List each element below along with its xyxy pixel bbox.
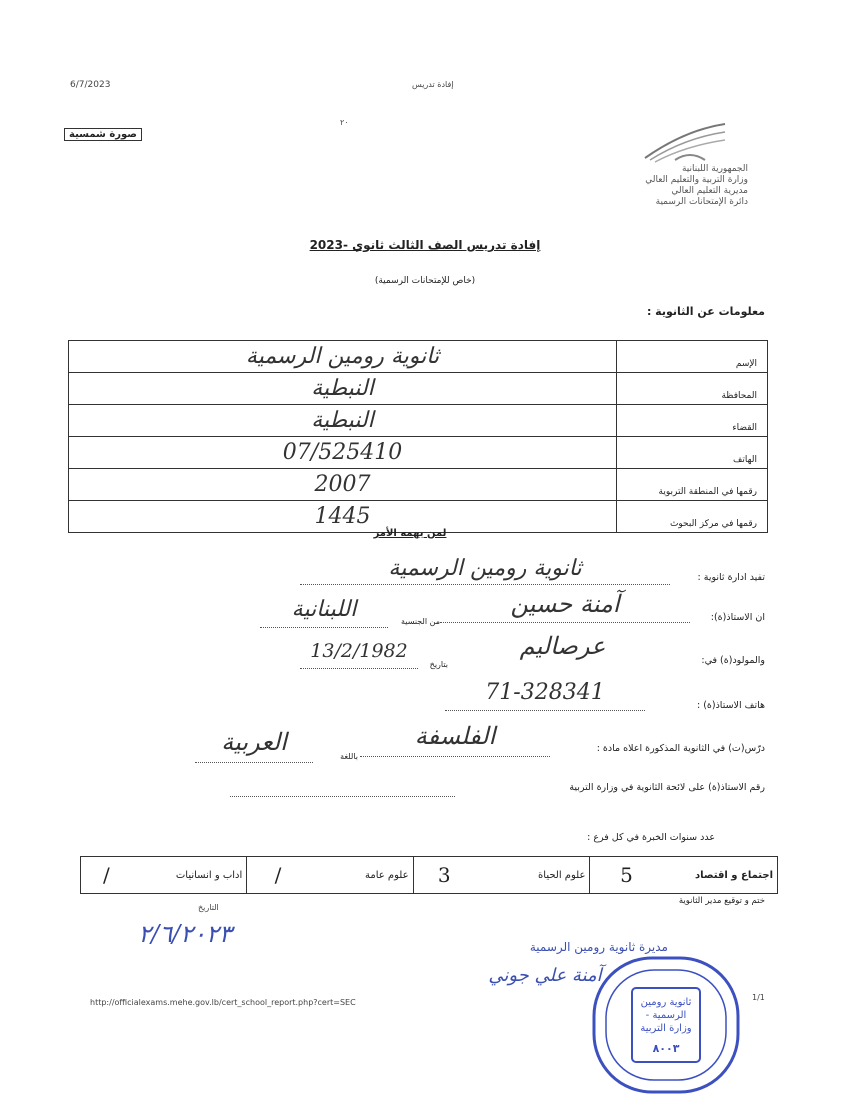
exp-label-general-science: علوم عامة [309, 857, 413, 894]
stamp-number: ٨٠٠٣ [652, 1042, 680, 1055]
district-label: القضاء [617, 405, 768, 437]
table-row [69, 469, 768, 501]
ministry-block [628, 164, 748, 208]
experience-title: عدد سنوات الخبرة في كل فرع : [587, 832, 715, 843]
exp-label-life-science: علوم الحياة [475, 857, 590, 894]
print-title: إفادة تدريس [412, 80, 454, 89]
date-label: التاريخ [198, 903, 219, 912]
born-place: عرصاليم [519, 632, 606, 660]
ministry-line1: الجمهورية اللبنانية [681, 164, 748, 174]
taught-label: درّس(ت) في الثانوية المذكورة اعلاه مادة : [596, 743, 765, 754]
teacher-value: آمنة حسين [440, 590, 690, 623]
ministry-line3: مديرية التعليم العالي [671, 186, 748, 196]
language-value: العربية [195, 728, 313, 763]
registry-label: رقم الاستاذ(ة) على لائحة الثانوية في وزارة التربية [569, 782, 765, 793]
teacher-label: ان الاستاذ(ة): [710, 612, 765, 623]
table-row [69, 405, 768, 437]
doc-title: إفادة تدريس الصف الثالث ثانوي -2023 [309, 238, 541, 252]
exp-value-sociology: 5 [590, 857, 663, 894]
stamp-text: ثانوية رومين الرسمية - وزارة التربية [640, 997, 692, 1034]
phone-value: 07/525410 [69, 437, 617, 469]
exp-value-literature: / [81, 857, 132, 894]
phone-label: الهاتف [617, 437, 768, 469]
date-value: ٢/٦/٢٠٢٣ [138, 920, 232, 948]
director-title: مديرة ثانوية رومين الرسمية [529, 940, 668, 954]
teacher-phone-label: هاتف الاستاذ(ة) : [696, 700, 765, 711]
research-number-value: 1445 [69, 501, 617, 533]
exp-value-general-science: / [247, 857, 309, 894]
exp-label-literature: اداب و انسانيات [132, 857, 247, 894]
born-date: 13/2/1982 [300, 640, 418, 669]
page-mark: ٢٠ [340, 118, 349, 127]
ministry-logo [640, 120, 730, 168]
print-date: 6/7/2023 [70, 80, 111, 90]
governorate-value: النبطية [69, 373, 617, 405]
school-stamp [586, 950, 746, 1100]
nationality-label: من الجنسية [401, 617, 440, 626]
school-info-table [68, 340, 768, 533]
experience-table [80, 856, 778, 894]
ministry-line4: دائرة الإمتحانات الرسمية [655, 197, 748, 207]
teacher-phone-value: 71-328341 [445, 680, 645, 711]
table-row [69, 437, 768, 469]
footer-url: http://officialexams.mehe.gov.lb/cert_school_report.php?cert=SEC [90, 998, 356, 1007]
school-label: تفيد ادارة ثانوية : [697, 572, 765, 583]
ministry-line2: وزارة التربية والتعليم العالي [645, 175, 748, 185]
born-date-label: بتاريخ [429, 660, 448, 669]
research-number-label: رقمها في مركز البحوث [617, 501, 768, 533]
table-row [81, 857, 778, 894]
doc-subtitle: (خاص للإمتحانات الرسمية) [374, 276, 476, 286]
subject-value: الفلسفة [360, 722, 550, 757]
signature-label: ختم و توقيع مدير الثانوية [678, 896, 765, 906]
born-label: والمولود(ة) في: [701, 655, 765, 666]
school-name-label: الإسم [617, 341, 768, 373]
language-label: باللغة [340, 752, 358, 761]
school-name-value: ثانوية رومين الرسمية [69, 341, 617, 373]
region-number-label: رقمها في المنطقة التربوية [617, 469, 768, 501]
exp-label-sociology: اجتماع و اقتصاد [662, 857, 777, 894]
school-value: ثانوية رومين الرسمية [300, 556, 670, 585]
nationality-value: اللبنانية [260, 597, 388, 628]
director-signature: آمنة علي جوني [488, 965, 602, 986]
table-row [69, 341, 768, 373]
footer-page: 1/1 [752, 993, 765, 1002]
exp-value-life-science: 3 [413, 857, 475, 894]
photo-label: صورة شمسية [64, 128, 142, 141]
region-number-value: 2007 [69, 469, 617, 501]
school-section-title: معلومات عن الثانوية : [646, 305, 765, 318]
to-whom: لمن يهمه الأمر [373, 528, 447, 539]
district-value: النبطية [69, 405, 617, 437]
table-row [69, 373, 768, 405]
registry-value-line [230, 782, 455, 797]
governorate-label: المحافظة [617, 373, 768, 405]
